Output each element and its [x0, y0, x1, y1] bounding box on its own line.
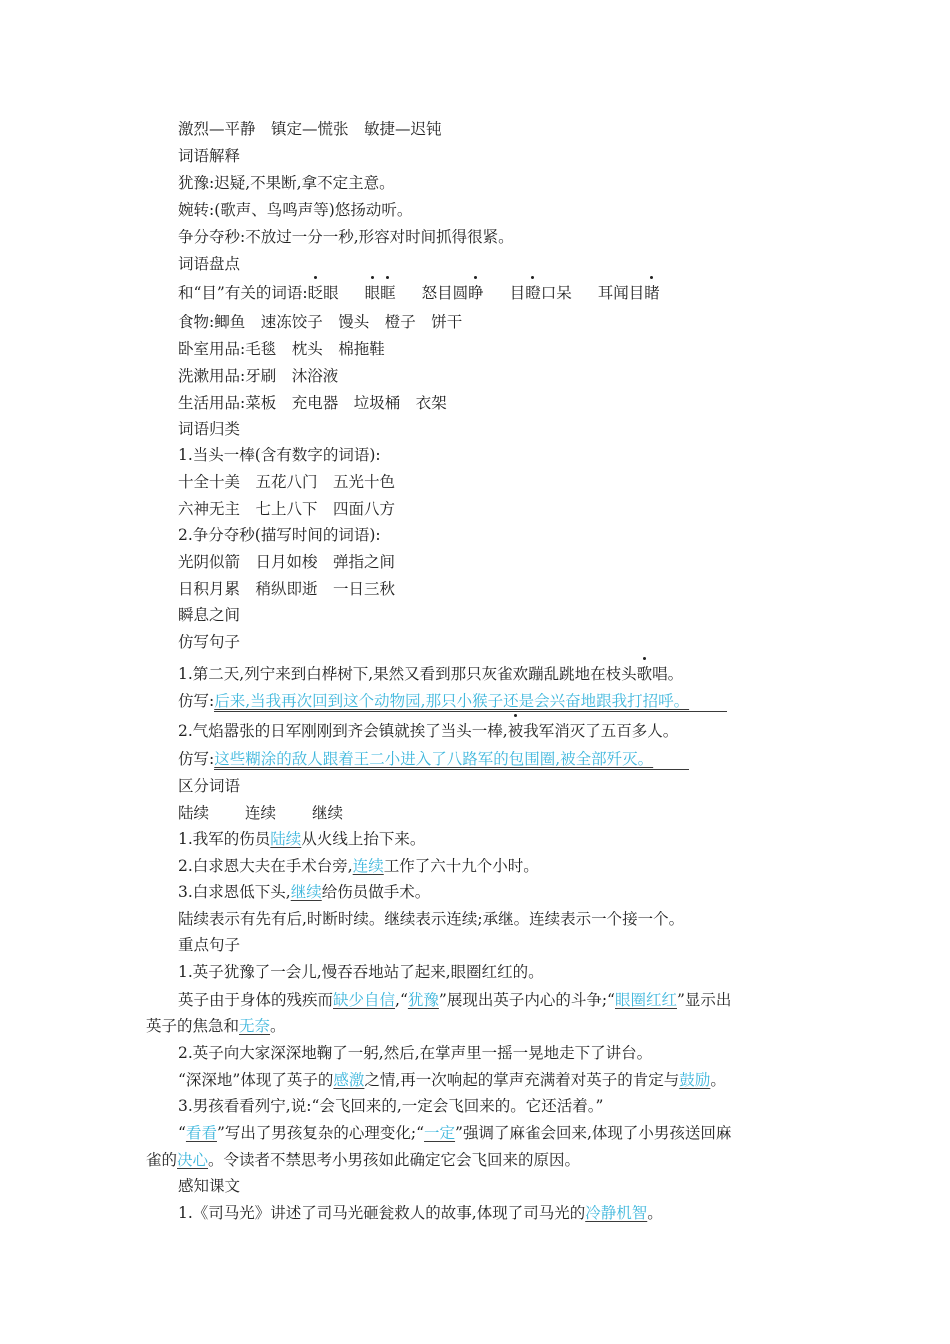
- classify-line: 六神无主 七上八下 四面八方: [178, 500, 396, 518]
- perceive-sentence: 1.《司马光》讲述了司马光砸瓮救人的故事,体现了司马光的冷静机智。: [178, 1204, 663, 1222]
- answer-text: 一定: [424, 1124, 456, 1142]
- answer-text: 这些糊涂的敌人跟着王二小进入了八路军的包围圈,被全部歼灭。: [214, 750, 654, 768]
- answer-blank: [214, 749, 689, 770]
- answer-text: 冷静机智: [585, 1204, 648, 1222]
- dotted-char: 眶: [380, 284, 396, 302]
- imitate-sentence: 1.第二天,列宁来到白桦树下,果然又看到那只灰雀欢蹦乱跳地在枝头歌唱。: [178, 665, 684, 683]
- answer-text: 鼓励: [679, 1071, 711, 1089]
- eye-words-prefix: 和“目”有关的词语:: [178, 284, 308, 302]
- heading-word-classify: 词语归类: [178, 420, 241, 438]
- heading-perceive-text: 感知课文: [178, 1177, 241, 1195]
- heading-key-sentences: 重点句子: [178, 936, 241, 954]
- heading-distinguish-words: 区分词语: [178, 777, 241, 795]
- classify-line: 日积月累 稍纵即逝 一日三秋: [178, 580, 396, 598]
- distinguish-sentence: 2.白求恩大夫在手术台旁,连续工作了六十九个小时。: [178, 857, 539, 875]
- answer-text: 无奈: [239, 1017, 271, 1035]
- bedroom-words: 卧室用品:毛毯 枕头 棉拖鞋: [178, 340, 385, 358]
- antonym-pairs: 激烈—平静 镇定—慌张 敏捷—迟钝: [178, 120, 442, 138]
- answer-text: 决心: [177, 1151, 209, 1169]
- explanation-line: 婉转:(歌声、鸟鸣声等)悠扬动听。: [178, 201, 413, 219]
- answer-text: 感激: [333, 1071, 365, 1089]
- key-sentence: 3.男孩看看列宁,说:“会飞回来的,一定会飞回来的。它还活着。”: [178, 1097, 604, 1115]
- food-words: 食物:鲫鱼 速冻饺子 馒头 橙子 饼干: [178, 313, 463, 331]
- distinguish-note: 陆续表示有先有后,时断时续。继续表示连续;承继。连续表示一个接一个。: [178, 910, 685, 928]
- key-analysis: 雀的决心。令读者不禁思考小男孩如此确定它会飞回来的原因。: [146, 1151, 581, 1169]
- explanation-line: 犹豫:迟疑,不果断,拿不定主意。: [178, 174, 395, 192]
- distinguish-sentence: 3.白求恩低下头,继续给伤员做手术。: [178, 883, 431, 901]
- eye-word: [365, 284, 396, 302]
- heading-word-explanation: 词语解释: [178, 147, 241, 165]
- answer-text: 继续: [290, 883, 322, 901]
- distinguish-word-list: 陆续 连续 继续: [178, 804, 344, 822]
- key-analysis: 英子的焦急和无奈。: [146, 1017, 286, 1035]
- dotted-char: 瞪: [525, 284, 541, 302]
- key-analysis: 英子由于身体的残疾而缺少自信,“犹豫”展现出英子内心的斗争;“眼圈红红”显示出: [178, 991, 732, 1009]
- answer-text: 眼圈红红: [614, 991, 677, 1009]
- answer-blank: [214, 691, 727, 712]
- answer-text: 犹豫: [407, 991, 439, 1009]
- classify-line: 十全十美 五花八门 五光十色: [178, 473, 396, 491]
- heading-word-inventory: 词语盘点: [178, 255, 241, 273]
- classify-line: 2.争分夺秒(描写时间的词语):: [178, 526, 381, 544]
- dotted-char: 睹: [644, 284, 660, 302]
- classify-line: 瞬息之间: [178, 606, 241, 624]
- eye-word: 耳闻目睹: [597, 284, 660, 302]
- imitate-sentence: 2.气焰嚣张的日军刚刚到齐会镇就挨了当头一棒,被我军消灭了五百多人。: [178, 722, 679, 740]
- imitate-label: 仿写:: [178, 750, 215, 768]
- key-sentence: 1.英子犹豫了一会儿,慢吞吞地站了起来,眼圈红红的。: [178, 963, 544, 981]
- wash-words: 洗漱用品:牙刷 沐浴液: [178, 367, 339, 385]
- answer-text: 后来,当我再次回到这个动物园,那只小猴子还是会兴奋地跟我打招呼。: [214, 692, 690, 710]
- answer-text: 缺少自信: [333, 991, 396, 1009]
- explanation-line: 争分夺秒:不放过一分一秒,形容对时间抓得很紧。: [178, 228, 514, 246]
- answer-text: 陆续: [270, 830, 302, 848]
- eye-word: 怒目圆睁: [421, 284, 484, 302]
- classify-line: 1.当头一棒(含有数字的词语):: [178, 446, 381, 464]
- imitate-label: 仿写:: [178, 692, 215, 710]
- dotted-char: 眨: [307, 284, 324, 302]
- classify-line: 光阴似箭 日月如梭 弹指之间: [178, 553, 396, 571]
- heading-imitate-sentence: 仿写句子: [178, 633, 241, 651]
- dotted-char: 歌: [636, 665, 653, 683]
- key-analysis: “看看”写出了男孩复杂的心理变化;“一定”强调了麻雀会回来,体现了小男孩送回麻: [178, 1124, 732, 1142]
- eye-word: 目瞪口呆: [509, 284, 572, 302]
- dotted-char: 眼: [364, 284, 381, 302]
- dotted-char: 被: [507, 722, 524, 740]
- eye-words-line: [178, 283, 660, 303]
- answer-text: 连续: [352, 857, 384, 875]
- distinguish-sentence: 1.我军的伤员陆续从火线上抬下来。: [178, 830, 426, 848]
- imitate-answer-line: [178, 691, 727, 712]
- eye-word: 眨眼: [307, 284, 339, 302]
- key-analysis: “深深地”体现了英子的感激之情,再一次响起的掌声充满着对英子的肯定与鼓励。: [178, 1071, 726, 1089]
- dotted-char: 睁: [468, 284, 484, 302]
- key-sentence: 2.英子向大家深深地鞠了一躬,然后,在掌声里一摇一晃地走下了讲台。: [178, 1044, 653, 1062]
- imitate-answer-line: [178, 749, 689, 770]
- living-words: 生活用品:菜板 充电器 垃圾桶 衣架: [178, 394, 447, 412]
- answer-text: 看看: [185, 1124, 217, 1142]
